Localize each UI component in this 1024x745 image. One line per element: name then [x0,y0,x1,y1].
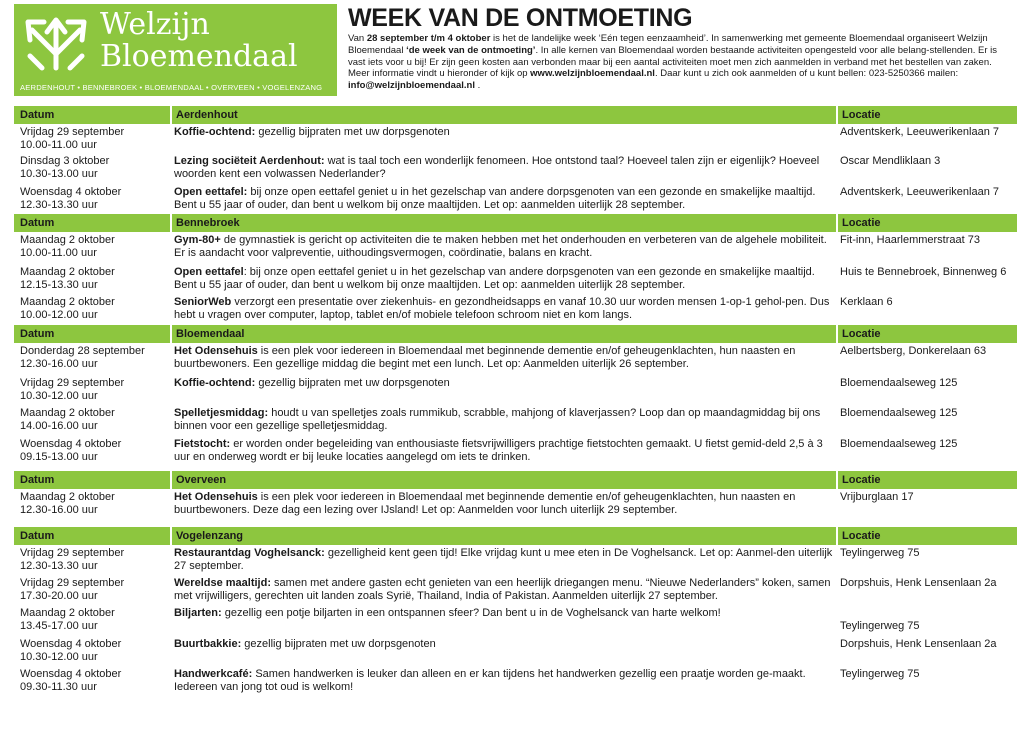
row-activity: Koffie-ochtend: gezellig bijpraten met uw dorpsgenoten [174,377,450,389]
row-activity: Biljarten: gezellig een potje biljarten in een ontspannen sfeer? Dan bent u in de Voghelsanck van harte welkom! [174,607,721,619]
col-header-location: Locatie [836,325,1017,343]
section-header-vogelenzang [14,527,1017,545]
col-header-location: Locatie [836,471,1017,489]
row-activity: Spelletjesmiddag: houdt u van spelletjes zoals rummikub, scrabble, mahjong of klaverjassen? Loop dan op maandagmiddag bij ons binnen voor een gezellige spelletjesmiddag. [174,407,821,432]
activities-table [14,106,1017,696]
col-header-date: Datum [20,530,55,542]
row-location: Teylingerweg 75 [840,668,920,680]
table-row [14,666,1017,696]
row-date: Woensdag 4 oktober 10.30-12.00 uur [20,638,122,663]
table-row [14,232,1017,264]
row-activity: Handwerkcafé: Samen handwerken is leuker dan alleen en er kan tijdens het handwerken gezellig een praatje worden ge-maakt. Iedereen van jong tot oud is welkom! [174,668,806,693]
row-location: Teylingerweg 75 [840,620,920,632]
intro-event-name: ‘de week van de ontmoeting’ [406,44,536,56]
section-name: Bloemendaal [170,325,836,343]
row-location: Adventskerk, Leeuwerikenlaan 7 [840,126,999,138]
col-header-date: Datum [20,217,55,229]
page-title: WEEK VAN DE ONTMOETING [348,4,693,32]
col-header-date: Datum [20,109,55,121]
row-activity: Lezing sociëteit Aerdenhout: wat is taal toch een wonderlijk fenomeen. Hoe ontstond taal? Hoeveel talen zijn er eigenlijk? Hoeveel woorden kent een volwassen Nederlander? [174,155,820,180]
intro-dates: 28 september t/m 4 oktober [366,33,491,44]
row-activity: Het Odensehuis is een plek voor iedereen in Bloemendaal met beginnende dementie en/of geheugenklachten, hun naasten en buurtbewoners. Een gezellige middag die begint met een lunch. Let op: Aanmelden uiterlijk 26 september. [174,345,796,370]
email-link[interactable]: info@welzijnbloemendaal.nl [348,80,475,92]
col-header-location: Locatie [836,106,1017,124]
row-location: Aelbertsberg, Donkerelaan 63 [840,345,987,357]
table-row [14,545,1017,575]
row-date: Maandag 2 oktober 10.00-11.00 uur [20,234,115,259]
table-row [14,489,1017,523]
row-location: Fit-inn, Haarlemmerstraat 73 [840,234,980,246]
table-row [14,264,1017,294]
table-row [14,184,1017,214]
row-date: Maandag 2 oktober 12.30-16.00 uur [20,491,115,516]
row-location: Bloemendaalseweg 125 [840,407,958,419]
row-date: Maandag 2 oktober 10.00-12.00 uur [20,296,115,321]
logo-tagline: AERDENHOUT • BENNEBROEK • BLOEMENDAAL • OVERVEEN • VOGELENZANG [20,83,323,92]
col-header-location: Locatie [836,527,1017,545]
row-activity: Het Odensehuis is een plek voor iedereen in Bloemendaal met beginnende dementie en/of geheugenklachten, hun naasten en buurtbewoners. Deze dag een lezing over IJsland! Let op: Aanmelden voor lunch uiterlijk 29 september. [174,491,796,516]
table-row [14,343,1017,375]
logo [14,4,337,96]
row-activity: Open eettafel: bij onze open eettafel geniet u in het gezelschap van andere dorpsgenoten van een gezonde en smakelijke maaltijd. Bent u 55 jaar of ouder, dan bent u welkom bij onze maaltijden. Let op: aanmelden uiterlijk 28 september. [174,266,815,291]
row-location: Adventskerk, Leeuwerikenlaan 7 [840,186,999,198]
logo-word-bloemendaal: Bloemendaal [100,39,298,74]
col-header-date: Datum [20,328,55,340]
section-name: Bennebroek [170,214,836,232]
row-date: Dinsdag 3 oktober 10.30-13.00 uur [20,155,110,180]
logo-word-welzijn: Welzijn [100,7,210,42]
row-activity: SeniorWeb verzorgt een presentatie over ziekenhuis- en gezondheidsapps en vanaf 10.30 uur worden mensen 1-op-1 gehol-pen. Dus hebt u vragen over computer, laptop, tablet en/of mobiele telefoon schroom niet en kom langs. [174,296,830,321]
section-header-bennebroek [14,214,1017,232]
row-date: Vrijdag 29 september 17.30-20.00 uur [20,577,125,602]
table-row [14,575,1017,605]
row-date: Vrijdag 29 september 10.00-11.00 uur [20,126,125,151]
row-date: Maandag 2 oktober 12.15-13.30 uur [20,266,115,291]
row-location: Oscar Mendliklaan 3 [840,155,941,167]
table-row [14,636,1017,666]
row-location: Dorpshuis, Henk Lensenlaan 2a [840,577,997,589]
row-activity: Koffie-ochtend: gezellig bijpraten met uw dorpsgenoten [174,126,450,138]
table-row [14,605,1017,636]
row-location: Vrijburglaan 17 [840,491,914,503]
table-row [14,153,1017,184]
intro-text: Van 28 september t/m 4 oktober is het de landelijke week ‘Eén tegen eenzaamheid’. In samenwerking met gemeente Bloemendaal organiseert Welzijn Bloemendaal ‘de week van de ontmoeting’. In alle kernen van Bloemendaal worden bestaande activiteiten opengesteld voor alle belang-stellenden. Er is vast iets voor u bij! Er zijn geen kosten aan verbonden maar bij een aantal activiteiten moet men zich aanmelden in verband met het bestellen van zaken. Meer informatie vindt u hieronder of kijk op www.welzijnbloemendaal.nl. Daar kunt u zich ook aanmelden of u kunt bellen: 023-5250366 mailen: info@welzijnbloemendaal.nl . [348,33,998,92]
table-row [14,375,1017,405]
section-name: Overveen [170,471,836,489]
section-header-overveen [14,471,1017,489]
section-header-aerdenhout [14,106,1017,124]
row-activity: Wereldse maaltijd: samen met andere gasten echt genieten van een heerlijk driegangen menu. “Nieuwe Nederlanders” koken, samen met vrijwilligers, gerechten uit landen zoals Syrië, Thailand, India of Pakistan. Aanmelden uiterlijk 27 september. [174,577,831,602]
row-activity: Open eettafel: bij onze open eettafel geniet u in het gezelschap van andere dorpsgenoten van een gezonde en smakelijke maaltijd. Bent u 55 jaar of ouder, dan bent u welkom bij onze maaltijden. Let op: aanmelden uiterlijk 28 september. [174,186,816,211]
row-date: Maandag 2 oktober 14.00-16.00 uur [20,407,115,432]
row-location: Dorpshuis, Henk Lensenlaan 2a [840,638,997,650]
row-activity: Buurtbakkie: gezellig bijpraten met uw dorpsgenoten [174,638,436,650]
row-location: Bloemendaalseweg 125 [840,377,958,389]
logo-arrows-icon [20,10,92,76]
row-location: Huis te Bennebroek, Binnenweg 6 [840,266,1007,278]
table-row [14,124,1017,153]
row-activity: Fietstocht: er worden onder begeleiding van enthousiaste fietsvrijwilligers prachtige fietstochten gemaakt. U fietst gemid-deld 2,5 à 3 uur en onderweg wordt er bij leuke locaties aangelegd om iets te drinken. [174,438,823,463]
row-date: Woensdag 4 oktober 12.30-13.30 uur [20,186,122,211]
row-location: Bloemendaalseweg 125 [840,438,958,450]
col-header-location: Locatie [836,214,1017,232]
table-row [14,405,1017,436]
row-location: Teylingerweg 75 [840,547,920,559]
table-row [14,436,1017,467]
section-name: Aerdenhout [170,106,836,124]
col-header-date: Datum [20,474,55,486]
table-row [14,294,1017,325]
row-date: Woensdag 4 oktober 09.30-11.30 uur [20,668,122,693]
section-header-bloemendaal [14,325,1017,343]
row-date: Vrijdag 29 september 12.30-13.30 uur [20,547,125,572]
row-date: Donderdag 28 september 12.30-16.00 uur [20,345,145,370]
row-location: Kerklaan 6 [840,296,893,308]
row-date: Maandag 2 oktober 13.45-17.00 uur [20,607,115,632]
section-name: Vogelenzang [170,527,836,545]
row-date: Woensdag 4 oktober 09.15-13.00 uur [20,438,122,463]
row-activity: Restaurantdag Voghelsanck: gezelligheid kent geen tijd! Elke vrijdag kunt u mee eten in De Voghelsanck. Let op: Aanmel-den uiterlijk 27 september. [174,547,833,572]
row-activity: Gym-80+ de gymnastiek is gericht op activiteiten die te maken hebben met het onderhouden en verbeteren van de algehele mobiliteit. Er is aandacht voor valpreventie, uithoudingsvermogen, coördinatie, balans en kracht. [174,234,827,259]
website-link[interactable]: www.welzijnbloemendaal.nl [530,68,655,80]
row-date: Vrijdag 29 september 10.30-12.00 uur [20,377,125,402]
